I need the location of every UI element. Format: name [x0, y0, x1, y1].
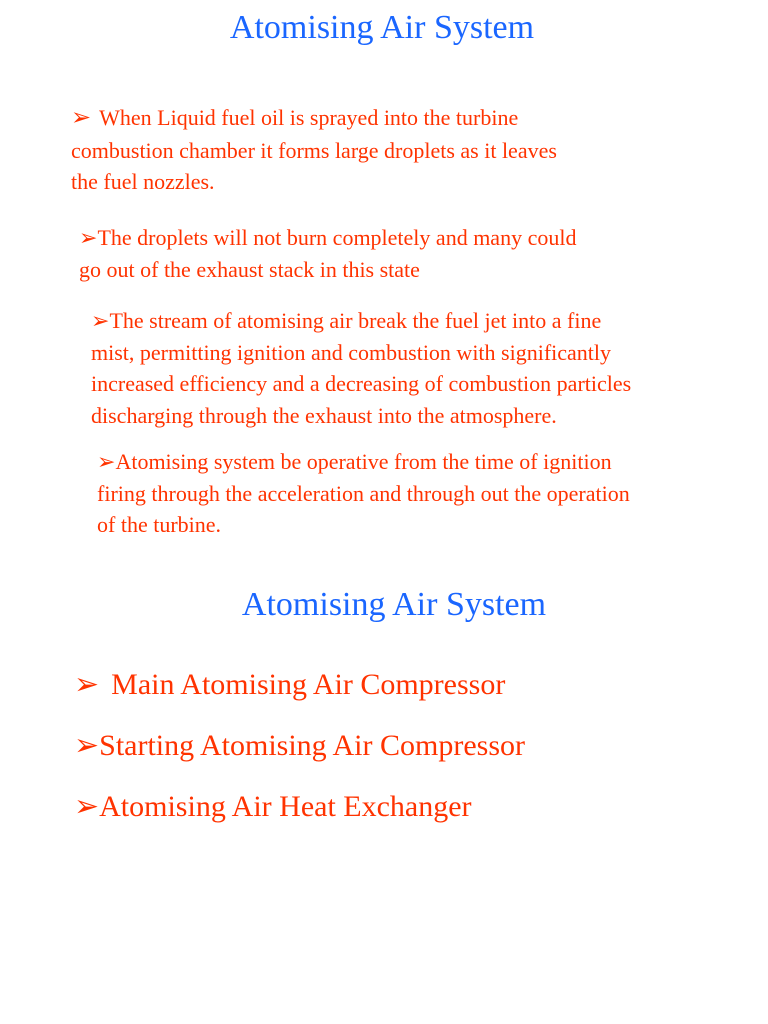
paragraph-atomising-stream — [91, 305, 631, 431]
paragraph-line: go out of the exhaust stack in this state — [79, 256, 420, 282]
paragraph-droplets — [79, 222, 576, 285]
list-item — [74, 789, 472, 825]
arrow-bullet-icon: ➢ — [74, 668, 100, 701]
list-item — [74, 728, 525, 764]
page-title: Atomising Air System — [229, 9, 535, 46]
paragraph-line: discharging through the exhaust into the atmosphere. — [91, 402, 557, 428]
paragraph-line-text: When Liquid fuel oil is sprayed into the turbine — [99, 105, 519, 130]
paragraph-line — [97, 446, 630, 478]
paragraph-liquid-fuel — [71, 102, 557, 198]
paragraph-line — [71, 102, 557, 135]
paragraph-operative — [97, 446, 630, 541]
paragraph-line-text: Atomising system be operative from the time of ignition — [115, 449, 612, 474]
list-item — [74, 667, 505, 703]
paragraph-line — [79, 222, 576, 254]
paragraph-line: mist, permitting ignition and combustion with significantly — [91, 339, 612, 365]
list-item-label: Atomising Air Heat Exchanger — [99, 790, 472, 823]
paragraph-line: combustion chamber it forms large droplets as it leaves — [71, 137, 557, 163]
arrow-bullet-icon: ➢ — [79, 225, 98, 250]
paragraph-line-text: The droplets will not burn completely and many could — [97, 225, 577, 250]
list-item-label: Starting Atomising Air Compressor — [99, 729, 525, 762]
arrow-bullet-icon: ➢ — [91, 308, 110, 333]
arrow-bullet-icon: ➢ — [74, 790, 100, 823]
list-item-label: Main Atomising Air Compressor — [111, 668, 506, 701]
section-title: Atomising Air System — [241, 586, 547, 623]
paragraph-line: of the turbine. — [97, 512, 222, 537]
arrow-bullet-icon: ➢ — [74, 729, 100, 762]
paragraph-line: the fuel nozzles. — [71, 169, 215, 194]
paragraph-line-text: The stream of atomising air break the fuel jet into a fine — [109, 308, 602, 333]
paragraph-line — [91, 305, 631, 337]
arrow-bullet-icon: ➢ — [71, 105, 92, 131]
paragraph-line: increased efficiency and a decreasing of combustion particles — [91, 371, 632, 396]
paragraph-line: firing through the acceleration and through out the operation — [97, 480, 630, 506]
arrow-bullet-icon: ➢ — [97, 449, 116, 474]
